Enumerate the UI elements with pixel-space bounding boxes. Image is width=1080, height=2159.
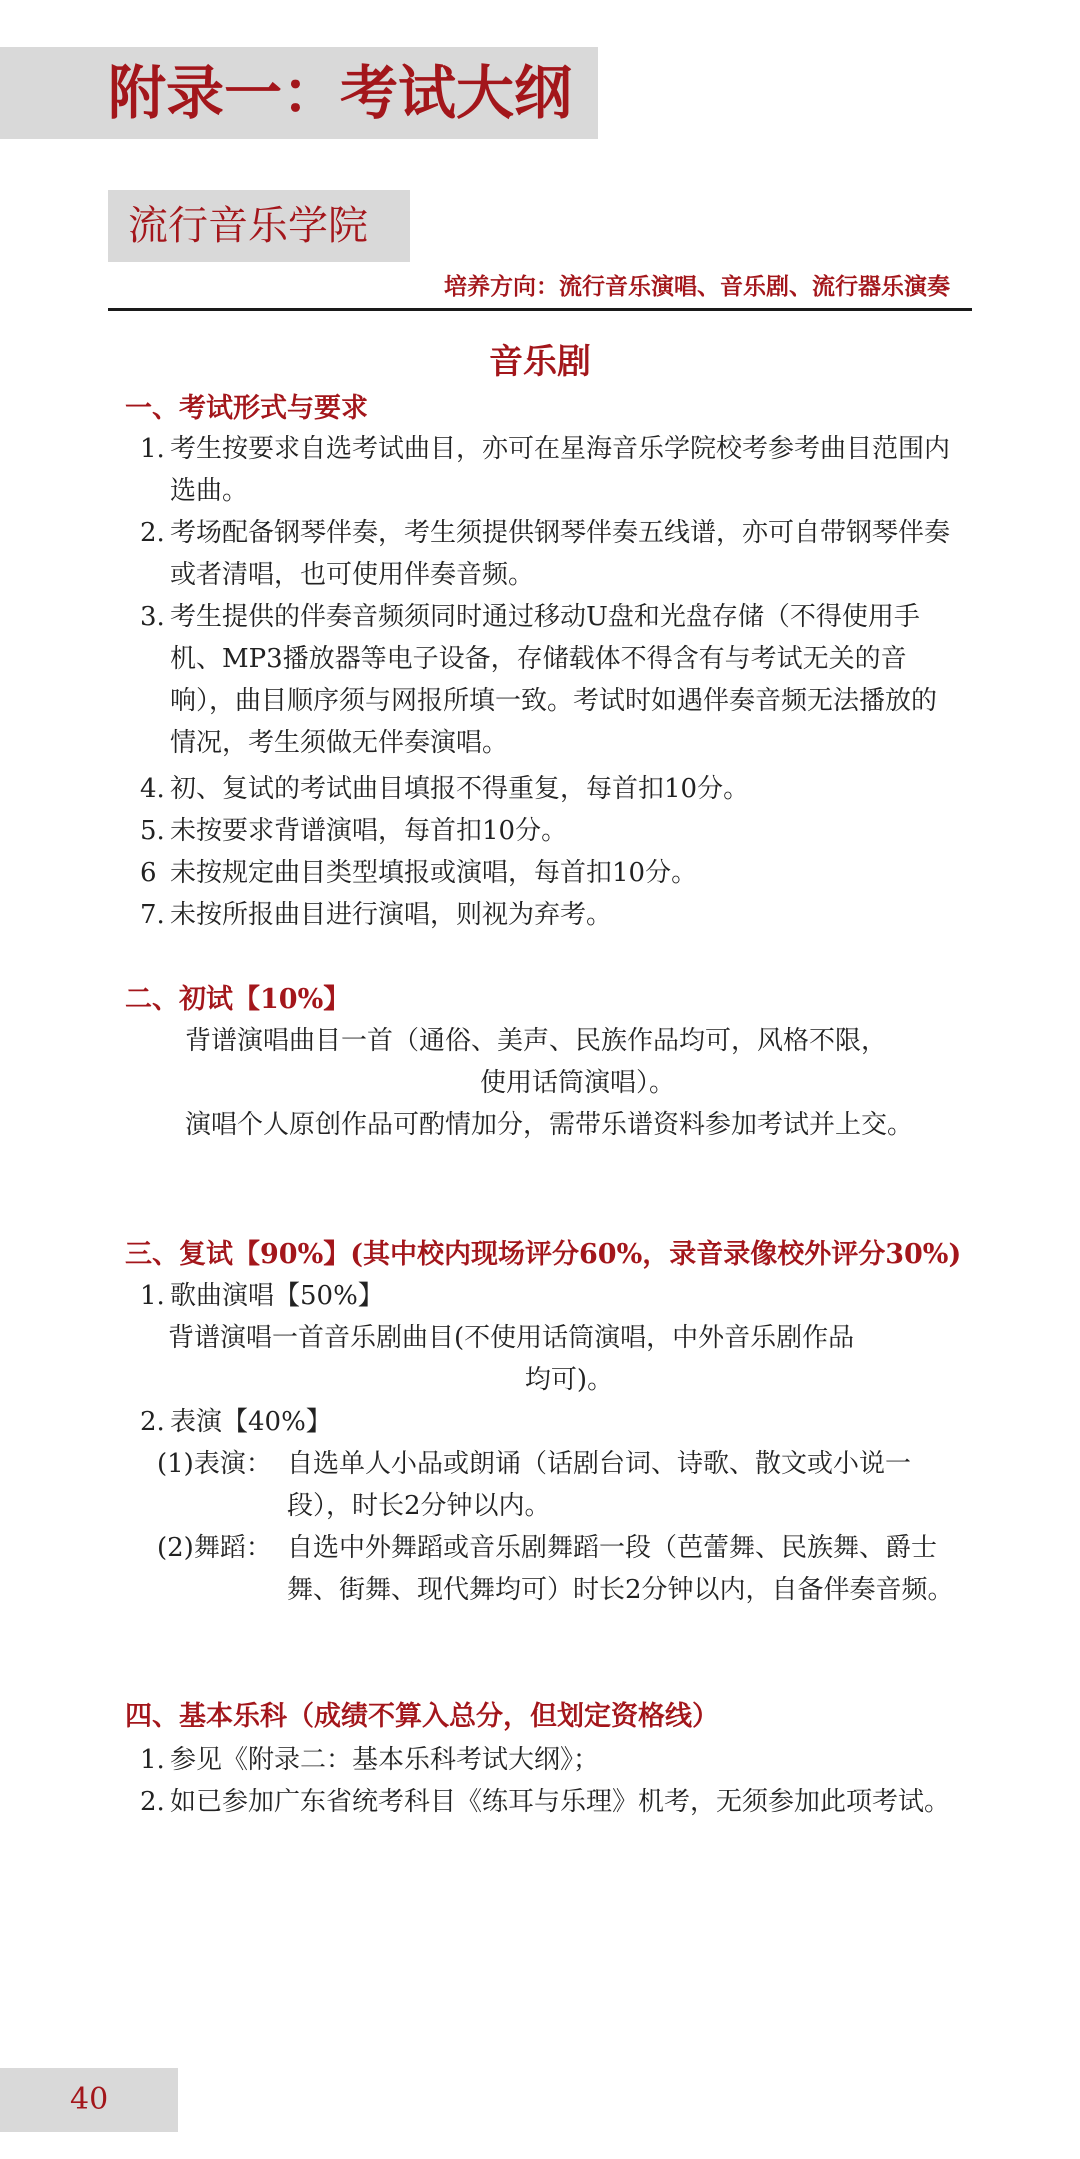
- list-item: [140, 810, 960, 852]
- header-divider: [108, 308, 972, 311]
- list-item-number: 5.: [140, 816, 165, 846]
- list-item-text: 歌曲演唱【50%】: [170, 1281, 384, 1311]
- appendix-title: 附录一：考试大纲: [108, 59, 573, 127]
- college-name: 流行音乐学院: [128, 203, 368, 249]
- list-item-text: 参见《附录二：基本乐科考试大纲》；: [170, 1745, 600, 1775]
- preliminary-note: 演唱个人原创作品可酌情加分，需带乐谱资料参加考试并上交。: [185, 1110, 914, 1140]
- page-number: 40: [70, 2082, 109, 2117]
- list-item-text: 表演【40%】: [170, 1407, 332, 1437]
- list-item-text: 初、复试的考试曲目填报不得重复，每首扣10分。: [170, 774, 750, 804]
- section-heading-basic-music: 四、基本乐科（成绩不算入总分，但划定资格线）: [125, 1701, 719, 1732]
- sub-item-text: 自选中外舞蹈或音乐剧舞蹈一段（芭蕾舞、民族舞、爵士舞、街舞、现代舞均可）时长2分钟以内，自备伴奏音频。: [287, 1533, 954, 1605]
- sub-list-item: [157, 1527, 957, 1611]
- list-item-text: 考生提供的伴奏音频须同时通过移动U盘和光盘存储（不得使用手机、MP3播放器等电子设备，存储载体不得含有与考试无关的音响），曲目顺序须与网报所填一致。考试时如遇伴奏音频无法播放的情况，考生须做无伴奏演唱。: [170, 602, 938, 758]
- sub-item-text: 自选单人小品或朗诵（话剧台词、诗歌、散文或小说一段），时长2分钟以内。: [287, 1449, 912, 1521]
- preliminary-requirement-line1: 背谱演唱曲目一首（通俗、美声、民族作品均可，风格不限，: [185, 1026, 888, 1056]
- list-item: [140, 1739, 960, 1781]
- list-item-number: 1.: [140, 434, 165, 464]
- song-requirement-line2: 均可)。: [524, 1365, 614, 1395]
- list-item: [140, 1275, 960, 1317]
- list-item: [140, 768, 960, 810]
- list-item-number: 1.: [140, 1745, 165, 1775]
- list-item-text: 如已参加广东省统考科目《练耳与乐理》机考，无须参加此项考试。: [170, 1787, 951, 1817]
- preliminary-requirement-line2: 使用话筒演唱）。: [479, 1068, 675, 1098]
- list-item: [140, 1401, 960, 1443]
- list-item-text: 考生按要求自选考试曲目，亦可在星海音乐学院校考参考曲目范围内选曲。: [170, 434, 951, 506]
- list-item-number: 2.: [140, 1407, 165, 1437]
- list-item-number: 4.: [140, 774, 165, 804]
- song-requirement-line1: 背谱演唱一首音乐剧曲目(不使用话筒演唱，中外音乐剧作品: [168, 1323, 855, 1353]
- list-item-number: 3.: [140, 602, 165, 632]
- list-item-text: 考场配备钢琴伴奏，考生须提供钢琴伴奏五线谱，亦可自带钢琴伴奏或者清唱，也可使用伴奏音频。: [170, 518, 951, 590]
- list-item-number: 6: [140, 858, 157, 888]
- list-item: [140, 596, 960, 764]
- list-item: [140, 1781, 960, 1823]
- list-item-number: 2.: [140, 518, 165, 548]
- list-item-text: 未按所报曲目进行演唱，则视为弃考。: [170, 900, 613, 930]
- list-item-text: 未按要求背谱演唱，每首扣10分。: [170, 816, 568, 846]
- list-item: [140, 894, 960, 936]
- page-title: 音乐剧: [489, 342, 591, 382]
- section-heading-preliminary: 二、初试【10%】: [125, 984, 351, 1015]
- training-direction: 培养方向：流行音乐演唱、音乐剧、流行器乐演奏: [444, 273, 950, 300]
- sub-item-label: (2)舞蹈：: [157, 1533, 272, 1563]
- section-heading-exam-format: 一、考试形式与要求: [125, 393, 368, 424]
- list-item: [140, 512, 960, 596]
- list-item: [140, 852, 960, 894]
- sub-item-label: (1)表演：: [157, 1449, 272, 1479]
- list-item-number: 2.: [140, 1787, 165, 1817]
- list-item-text: 未按规定曲目类型填报或演唱，每首扣10分。: [170, 858, 698, 888]
- sub-list-item: [157, 1443, 957, 1527]
- section-heading-retest: 三、复试【90%】(其中校内现场评分60%，录音录像校外评分30%): [125, 1239, 962, 1270]
- list-item: [140, 428, 960, 512]
- list-item-number: 7.: [140, 900, 165, 930]
- list-item-number: 1.: [140, 1281, 165, 1311]
